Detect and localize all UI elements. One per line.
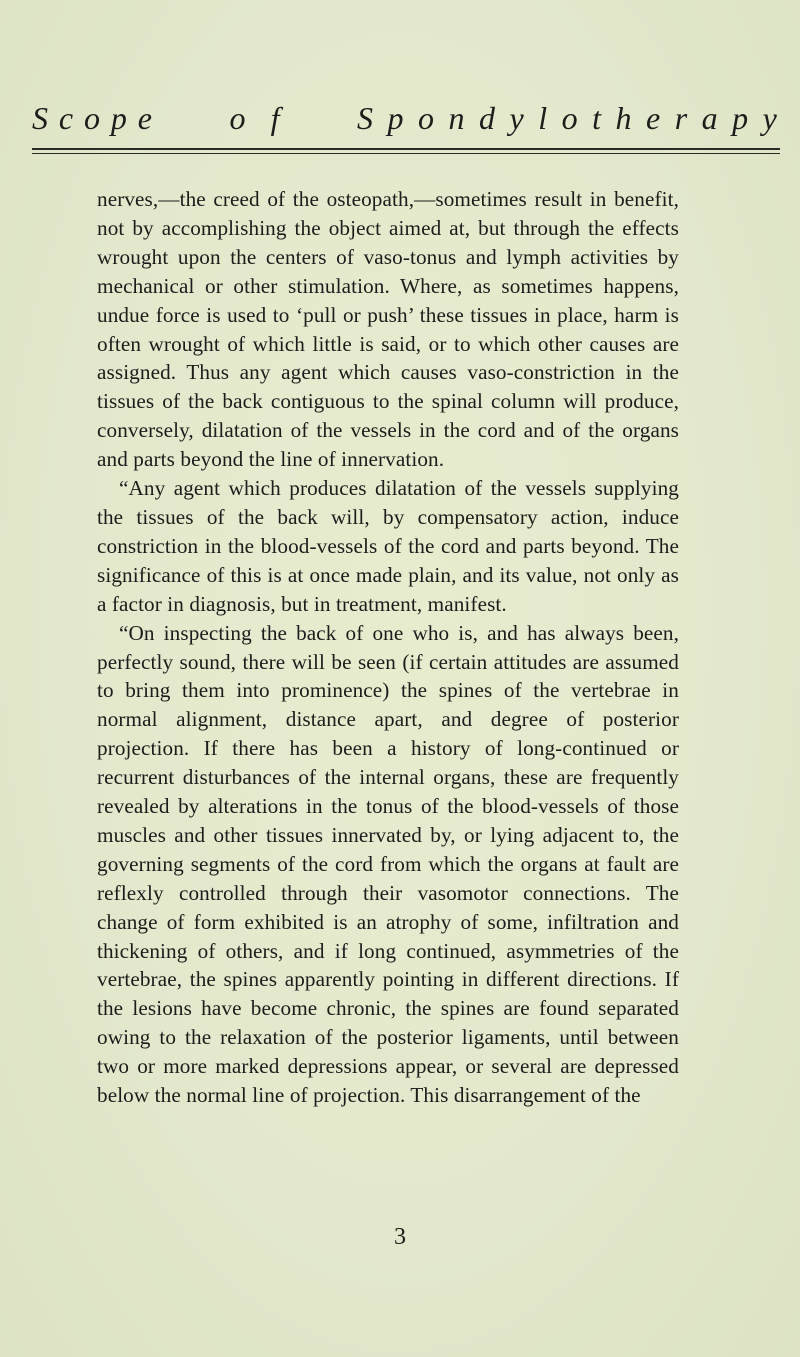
page-number: 3 (394, 1224, 406, 1250)
running-head (32, 98, 777, 138)
header-rule-thick (32, 148, 780, 150)
running-head-word-spondylotherapy: S p o n d y l o t h e r a p y (357, 100, 777, 136)
header-rule-thin (32, 153, 780, 154)
paragraph-continued: nerves,—the creed of the osteopath,—sometimes result in benefit, not by accomplishing the object aimed at, but through the effects wrought upon the centers of vaso-tonus and lymph activities by mechanical or other stimulation. Where, as sometimes happens, undue force is used to ‘pull or push’ these tissues in place, harm is often wrought of which little is said, or to which other causes are assigned. Thus any agent which causes vaso-constriction in the tissues of the back contiguous to the spinal column will produce, conversely, dilatation of the vessels in the cord and of the organs and parts beyond the line of innervation. (97, 187, 679, 472)
running-head-word-scope: S c o p e (32, 100, 152, 136)
paragraph-quote-2: “On inspecting the back of one who is, and has always been, perfectly sound, there will be seen (if certain attitudes are assumed to bring them into prominence) the spines of the vertebrae in normal alignment, distance apart, and degree of posterior projection. If there has been a history of long-continued or recurrent disturbances of the internal organs, these are frequently revealed by alterations in the tonus of the blood-vessels of those muscles and other tissues innervated by, or lying adjacent to, the governing segments of the cord from which the organs at fault are reflexly controlled through their vasomotor connections. The change of form exhibited is an atrophy of some, infiltration and thickening of others, and if long continued, asymmetries of the vertebrae, the spines apparently pointing in different directions. If the lesions have become chronic, the spines are found separated owing to the relaxation of the posterior ligaments, until between two or more marked depressions appear, or several are depressed below the normal line of projection. This disarrangement of the (97, 620, 679, 1108)
paragraph-quote-1: “Any agent which produces dilatation of the vessels supplying the tissues of the back will, by compensatory action, induce constriction in the blood-vessels of the cord and parts beyond. The significance of this is at once made plain, and its value, not only as a factor in diagnosis, but in treatment, manifest. (97, 476, 679, 616)
running-head-word-of: o f (229, 100, 280, 136)
body-text (97, 185, 679, 1110)
